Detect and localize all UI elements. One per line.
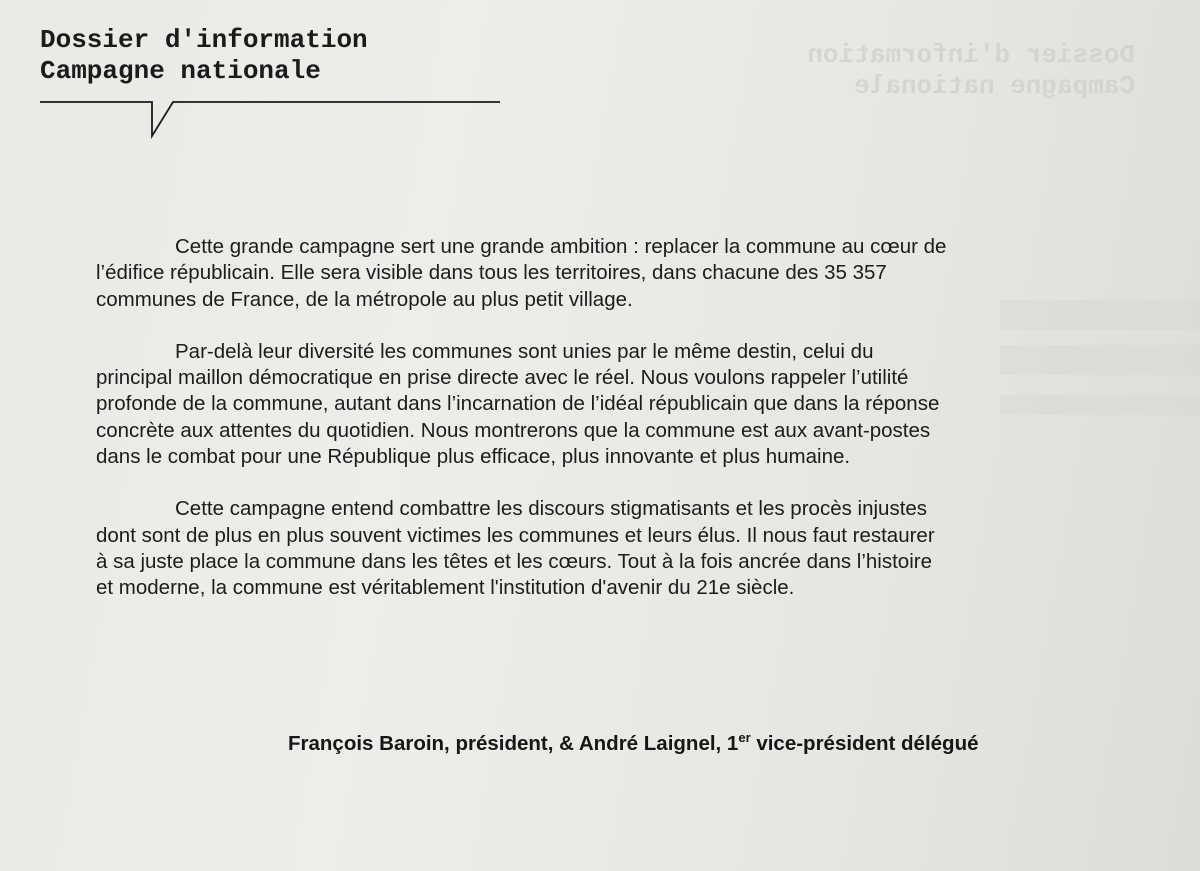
text-line: dont sont de plus en plus souvent victimes les communes et leurs élus. Il nous faut restaurer	[96, 523, 935, 547]
paragraph-3	[96, 496, 1096, 601]
text-line: concrète aux attentes du quotidien. Nous montrerons que la commune est aux avant-postes	[96, 418, 931, 442]
paragraph-2	[96, 339, 1096, 470]
header-title-line-1: Dossier d'information	[40, 25, 368, 55]
text-line: Par-delà leur diversité les communes sont unies par le même destin, celui du	[175, 339, 874, 363]
text-line: dans le combat pour une République plus efficace, plus innovante et plus humaine.	[96, 445, 851, 469]
text-line: Cette grande campagne sert une grande ambition : replacer la commune au cœur de	[175, 235, 947, 258]
signature	[288, 731, 979, 757]
body-text	[96, 234, 1096, 628]
text-line: à sa juste place la commune dans les têtes et les cœurs. Tout à la fois ancrée dans l’histoire	[96, 549, 932, 573]
speech-pointer-rule	[40, 93, 510, 173]
document-header	[40, 25, 368, 87]
signature-text-end: vice-président délégué	[750, 732, 979, 755]
text-line: l’édifice républicain. Elle sera visible dans tous les territoires, dans chacune des 35 357	[96, 261, 887, 285]
text-line: principal maillon démocratique en prise directe avec le réel. Nous voulons rappeler l’utilité	[96, 366, 909, 390]
signature-text: François Baroin, président, & André Laignel, 1	[288, 732, 739, 755]
show-through-header: Dossier d'information Campagne nationale	[807, 40, 1135, 101]
signature-superscript: er	[738, 730, 751, 746]
text-line: Cette campagne entend combattre les discours stigmatisants et les procès injustes	[175, 497, 928, 521]
text-line: communes de France, de la métropole au plus petit village.	[96, 287, 633, 311]
text-line: et moderne, la commune est véritablement l'institution d'avenir du 21e siècle.	[96, 576, 795, 600]
header-title-line-2: Campagne nationale	[40, 56, 321, 86]
text-line: profonde de la commune, autant dans l’incarnation de l’idéal républicain que dans la réponse	[96, 392, 940, 416]
paragraph-1	[96, 234, 1096, 313]
